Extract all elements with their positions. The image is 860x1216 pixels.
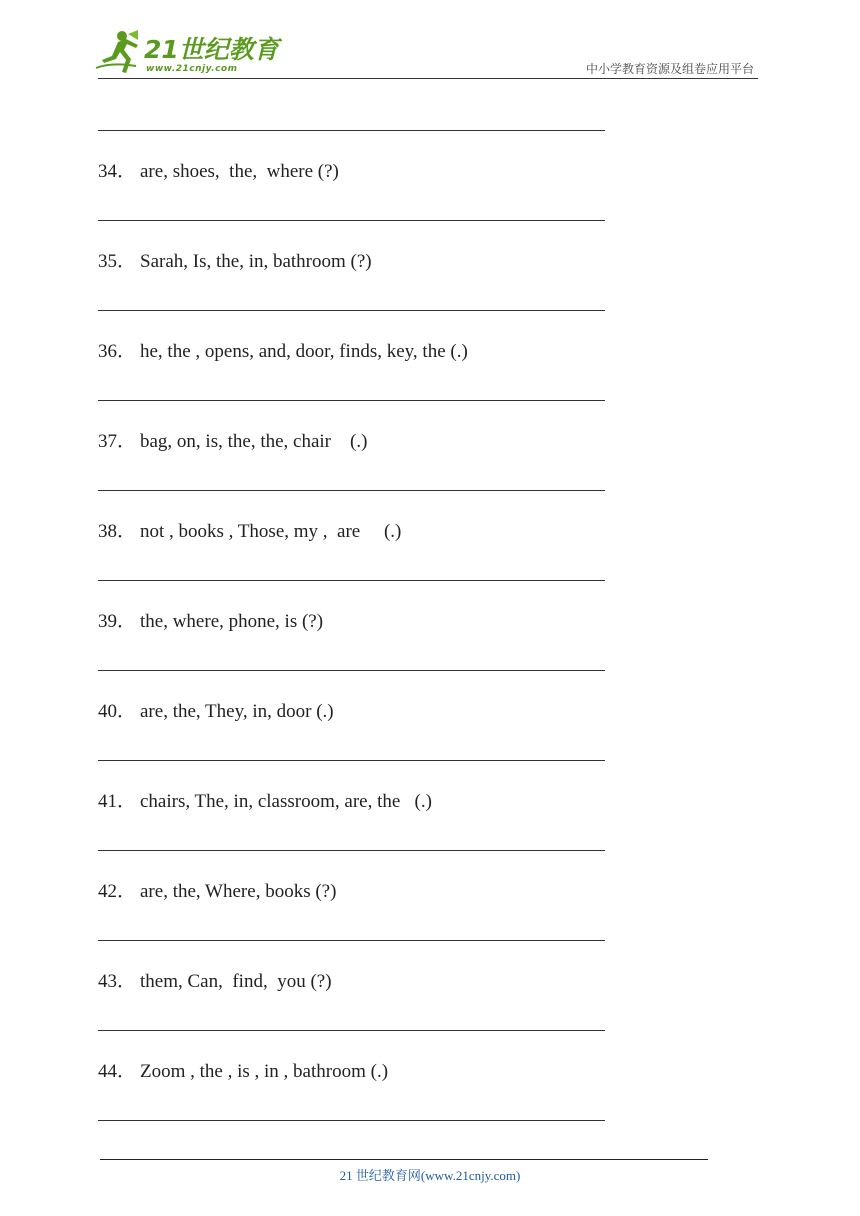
question-text: the, where, phone, is (?)	[140, 611, 324, 632]
question-number: 42．	[98, 881, 137, 902]
page-header	[0, 0, 860, 90]
question-number: 35．	[98, 251, 137, 272]
runner-logo-icon	[92, 28, 144, 76]
question-37	[98, 426, 367, 453]
site-tagline: 中小学教育资源及组卷应用平台	[585, 62, 754, 76]
question-34	[98, 156, 339, 183]
answer-line	[98, 850, 605, 851]
question-text: are, the, They, in, door (.)	[140, 701, 334, 722]
question-text: them, Can, find, you (?)	[140, 971, 332, 992]
answer-line	[98, 490, 605, 491]
question-43	[98, 966, 332, 993]
question-text: are, shoes, the, where (?)	[140, 161, 339, 182]
footer-link[interactable]: 21 世纪教育网(www.21cnjy.com)	[339, 1168, 521, 1183]
question-42	[98, 876, 336, 903]
question-text: he, the , opens, and, door, finds, key, the (.)	[140, 341, 468, 362]
question-44	[98, 1056, 388, 1083]
answer-line	[98, 1030, 605, 1031]
question-38	[98, 516, 401, 543]
question-text: Zoom , the , is , in , bathroom (.)	[140, 1061, 389, 1082]
footer-divider	[100, 1159, 708, 1160]
question-text: bag, on, is, the, the, chair (.)	[140, 431, 368, 452]
question-number: 44．	[98, 1061, 137, 1082]
question-number: 40．	[98, 701, 137, 722]
question-number: 37．	[98, 431, 137, 452]
question-text: not , books , Those, my , are (.)	[140, 521, 402, 542]
question-number: 36．	[98, 341, 137, 362]
answer-line	[98, 220, 605, 221]
answer-line	[98, 670, 605, 671]
question-number: 41．	[98, 791, 137, 812]
logo-title: 21世纪教育	[144, 35, 279, 64]
question-39	[98, 606, 323, 633]
answer-line	[98, 400, 605, 401]
question-number: 38．	[98, 521, 137, 542]
logo-url: www.21cnjy.com	[146, 64, 238, 74]
question-text: Sarah, Is, the, in, bathroom (?)	[140, 251, 372, 272]
question-number: 43．	[98, 971, 137, 992]
answer-line	[98, 1120, 605, 1121]
answer-line	[98, 580, 605, 581]
question-35	[98, 246, 372, 273]
question-number: 39．	[98, 611, 137, 632]
question-40	[98, 696, 334, 723]
answer-line	[98, 760, 605, 761]
question-41	[98, 786, 432, 813]
answer-line	[98, 310, 605, 311]
question-text: chairs, The, in, classroom, are, the (.)	[140, 791, 432, 812]
site-logo	[92, 28, 292, 78]
header-divider	[98, 78, 758, 79]
question-36	[98, 336, 468, 363]
answer-line	[98, 940, 605, 941]
question-text: are, the, Where, books (?)	[140, 881, 337, 902]
answer-line	[98, 130, 605, 131]
question-number: 34．	[98, 161, 137, 182]
